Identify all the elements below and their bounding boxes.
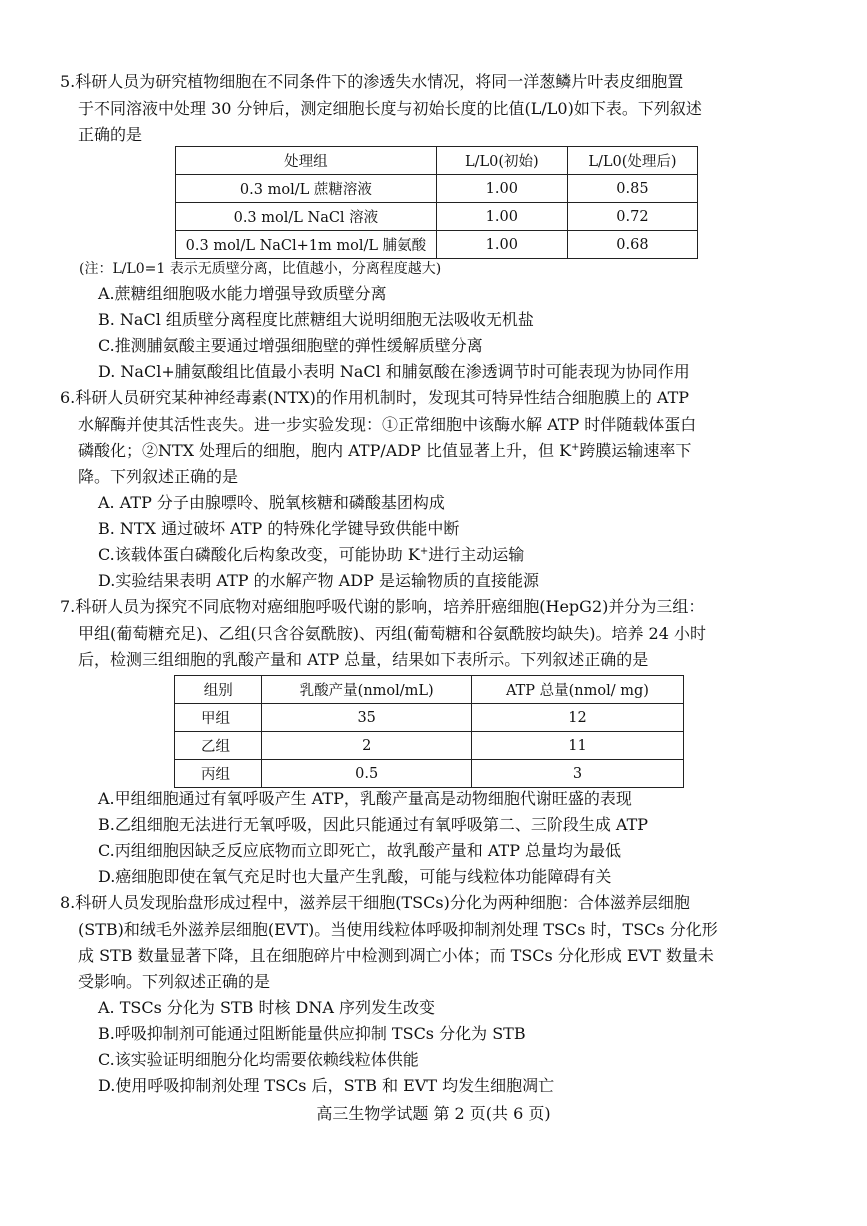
table-cell: 0.3 mol/L NaCl 溶液 [176,203,437,231]
q6-option-d: D.实验结果表明 ATP 的水解产物 ADP 是运输物质的直接能源 [98,571,539,590]
q7-header-group: 组别 [175,676,262,704]
q6-stem-line4: 降。下列叙述正确的是 [78,467,239,486]
q5-stem-line1: 5.科研人员为研究植物细胞在不同条件下的渗透失水情况，将同一洋葱鳞片叶表皮细胞置 [60,72,684,91]
page-footer: 高三生物学试题 第 2 页(共 6 页) [316,1104,551,1123]
q7-header-atp: ATP 总量(nmol/ mg) [471,676,683,704]
q5-option-a: A.蔗糖组细胞吸水能力增强导致质壁分离 [98,284,387,303]
table-cell: 1.00 [436,231,567,259]
table-row [175,732,684,760]
q5-header-after: L/L0(处理后) [567,147,697,175]
q7-stem-line1: 7.科研人员为探究不同底物对癌细胞呼吸代谢的影响，培养肝癌细胞(HepG2)并分为三组： [60,597,705,616]
potassium-superscript: + [419,546,429,557]
table-cell: 0.5 [262,760,471,788]
table-cell: 12 [471,704,683,732]
q5-stem-line2: 于不同溶液中处理 30 分钟后，测定细胞长度与初始长度的比值(L/L0)如下表。下列叙述 [78,99,702,118]
q6-stem-line2: 水解酶并使其活性丧失。进一步实验发现：①正常细胞中该酶水解 ATP 时伴随载体蛋白 [78,415,697,434]
q8-option-d: D.使用呼吸抑制剂处理 TSCs 后，STB 和 EVT 均发生细胞凋亡 [98,1076,555,1095]
table-row [175,704,684,732]
q7-stem-line2: 甲组(葡萄糖充足)、乙组(只含谷氨酰胺)、丙组(葡萄糖和谷氨酰胺均缺失)。培养 24 小时 [78,624,706,643]
q8-stem-line1: 8.科研人员发现胎盘形成过程中，滋养层干细胞(TSCs)分化为两种细胞：合体滋养层细胞 [60,893,690,912]
q7-table [174,675,684,788]
table-cell: 35 [262,704,471,732]
q5-table [175,146,698,259]
q6-option-b: B. NTX 通过破坏 ATP 的特殊化学键导致供能中断 [98,519,460,538]
table-cell: 丙组 [175,760,262,788]
table-cell: 0.85 [567,175,697,203]
q7-option-c: C.丙组细胞因缺乏反应底物而立即死亡，故乳酸产量和 ATP 总量均为最低 [98,841,622,860]
potassium-superscript: + [571,442,580,453]
q5-stem-line3: 正确的是 [78,125,143,144]
q6-stem-line1: 6.科研人员研究某种神经毒素(NTX)的作用机制时，发现其可特异性结合细胞膜上的 ATP [60,388,690,407]
q7-option-b: B.乙组细胞无法进行无氧呼吸，因此只能通过有氧呼吸第二、三阶段生成 ATP [98,815,649,834]
table-cell: 11 [471,732,683,760]
q7-header-lactate: 乳酸产量(nmol/mL) [262,676,471,704]
q7-option-a: A.甲组细胞通过有氧呼吸产生 ATP，乳酸产量高是动物细胞代谢旺盛的表现 [98,789,632,808]
q8-option-c: C.该实验证明细胞分化均需要依赖线粒体供能 [98,1050,419,1069]
q5-option-c: C.推测脯氨酸主要通过增强细胞壁的弹性缓解质壁分离 [98,336,483,355]
q5-header-initial: L/L0(初始) [436,147,567,175]
table-cell: 1.00 [436,203,567,231]
table-cell: 甲组 [175,704,262,732]
q6-stem-line3-text: 磷酸化；②NTX 处理后的细胞，胞内 ATP/ADP 比值显著上升，但 K [78,441,572,460]
q6-option-c-text: C.该载体蛋白磷酸化后构象改变，可能协助 K [98,545,420,564]
q5-header-group: 处理组 [176,147,437,175]
q8-stem-line4: 受影响。下列叙述正确的是 [78,972,271,991]
q6-option-c [98,547,524,563]
table-cell: 3 [471,760,683,788]
table-row [175,760,684,788]
table-cell: 0.68 [567,231,697,259]
q6-option-c-tail: 进行主动运输 [428,545,525,564]
q7-stem-line3: 后，检测三组细胞的乳酸产量和 ATP 总量，结果如下表所示。下列叙述正确的是 [78,650,649,669]
q6-option-a: A. ATP 分子由腺嘌呤、脱氧核糖和磷酸基团构成 [98,493,445,512]
q8-stem-line3: 成 STB 数量显著下降，且在细胞碎片中检测到凋亡小体；而 TSCs 分化形成 EVT 数量未 [78,946,714,965]
q8-option-b: B.呼吸抑制剂可能通过阻断能量供应抑制 TSCs 分化为 STB [98,1024,526,1043]
q5-option-b: B. NaCl 组质壁分离程度比蔗糖组大说明细胞无法吸收无机盐 [98,310,534,329]
table-row [176,175,698,203]
table-row [176,231,698,259]
table-row [176,203,698,231]
table-cell: 0.3 mol/L NaCl+1m mol/L 脯氨酸 [176,231,437,259]
table-header-row [175,676,684,704]
table-cell: 2 [262,732,471,760]
table-cell: 1.00 [436,175,567,203]
table-cell: 乙组 [175,732,262,760]
q6-stem-line3 [78,443,691,459]
q5-option-d: D. NaCl+脯氨酸组比值最小表明 NaCl 和脯氨酸在渗透调节时可能表现为协同作用 [98,362,690,381]
table-cell: 0.72 [567,203,697,231]
q5-note: (注：L/L0=1 表示无质壁分离，比值越小，分离程度越大) [79,261,442,277]
q6-stem-line3-tail: 跨膜运输速率下 [579,441,692,460]
table-header-row [176,147,698,175]
q8-option-a: A. TSCs 分化为 STB 时核 DNA 序列发生改变 [98,998,436,1017]
table-cell: 0.3 mol/L 蔗糖溶液 [176,175,437,203]
q8-stem-line2: (STB)和绒毛外滋养层细胞(EVT)。当使用线粒体呼吸抑制剂处理 TSCs 时，TSCs 分化形 [78,920,718,939]
q7-option-d: D.癌细胞即使在氧气充足时也大量产生乳酸，可能与线粒体功能障碍有关 [98,867,612,886]
